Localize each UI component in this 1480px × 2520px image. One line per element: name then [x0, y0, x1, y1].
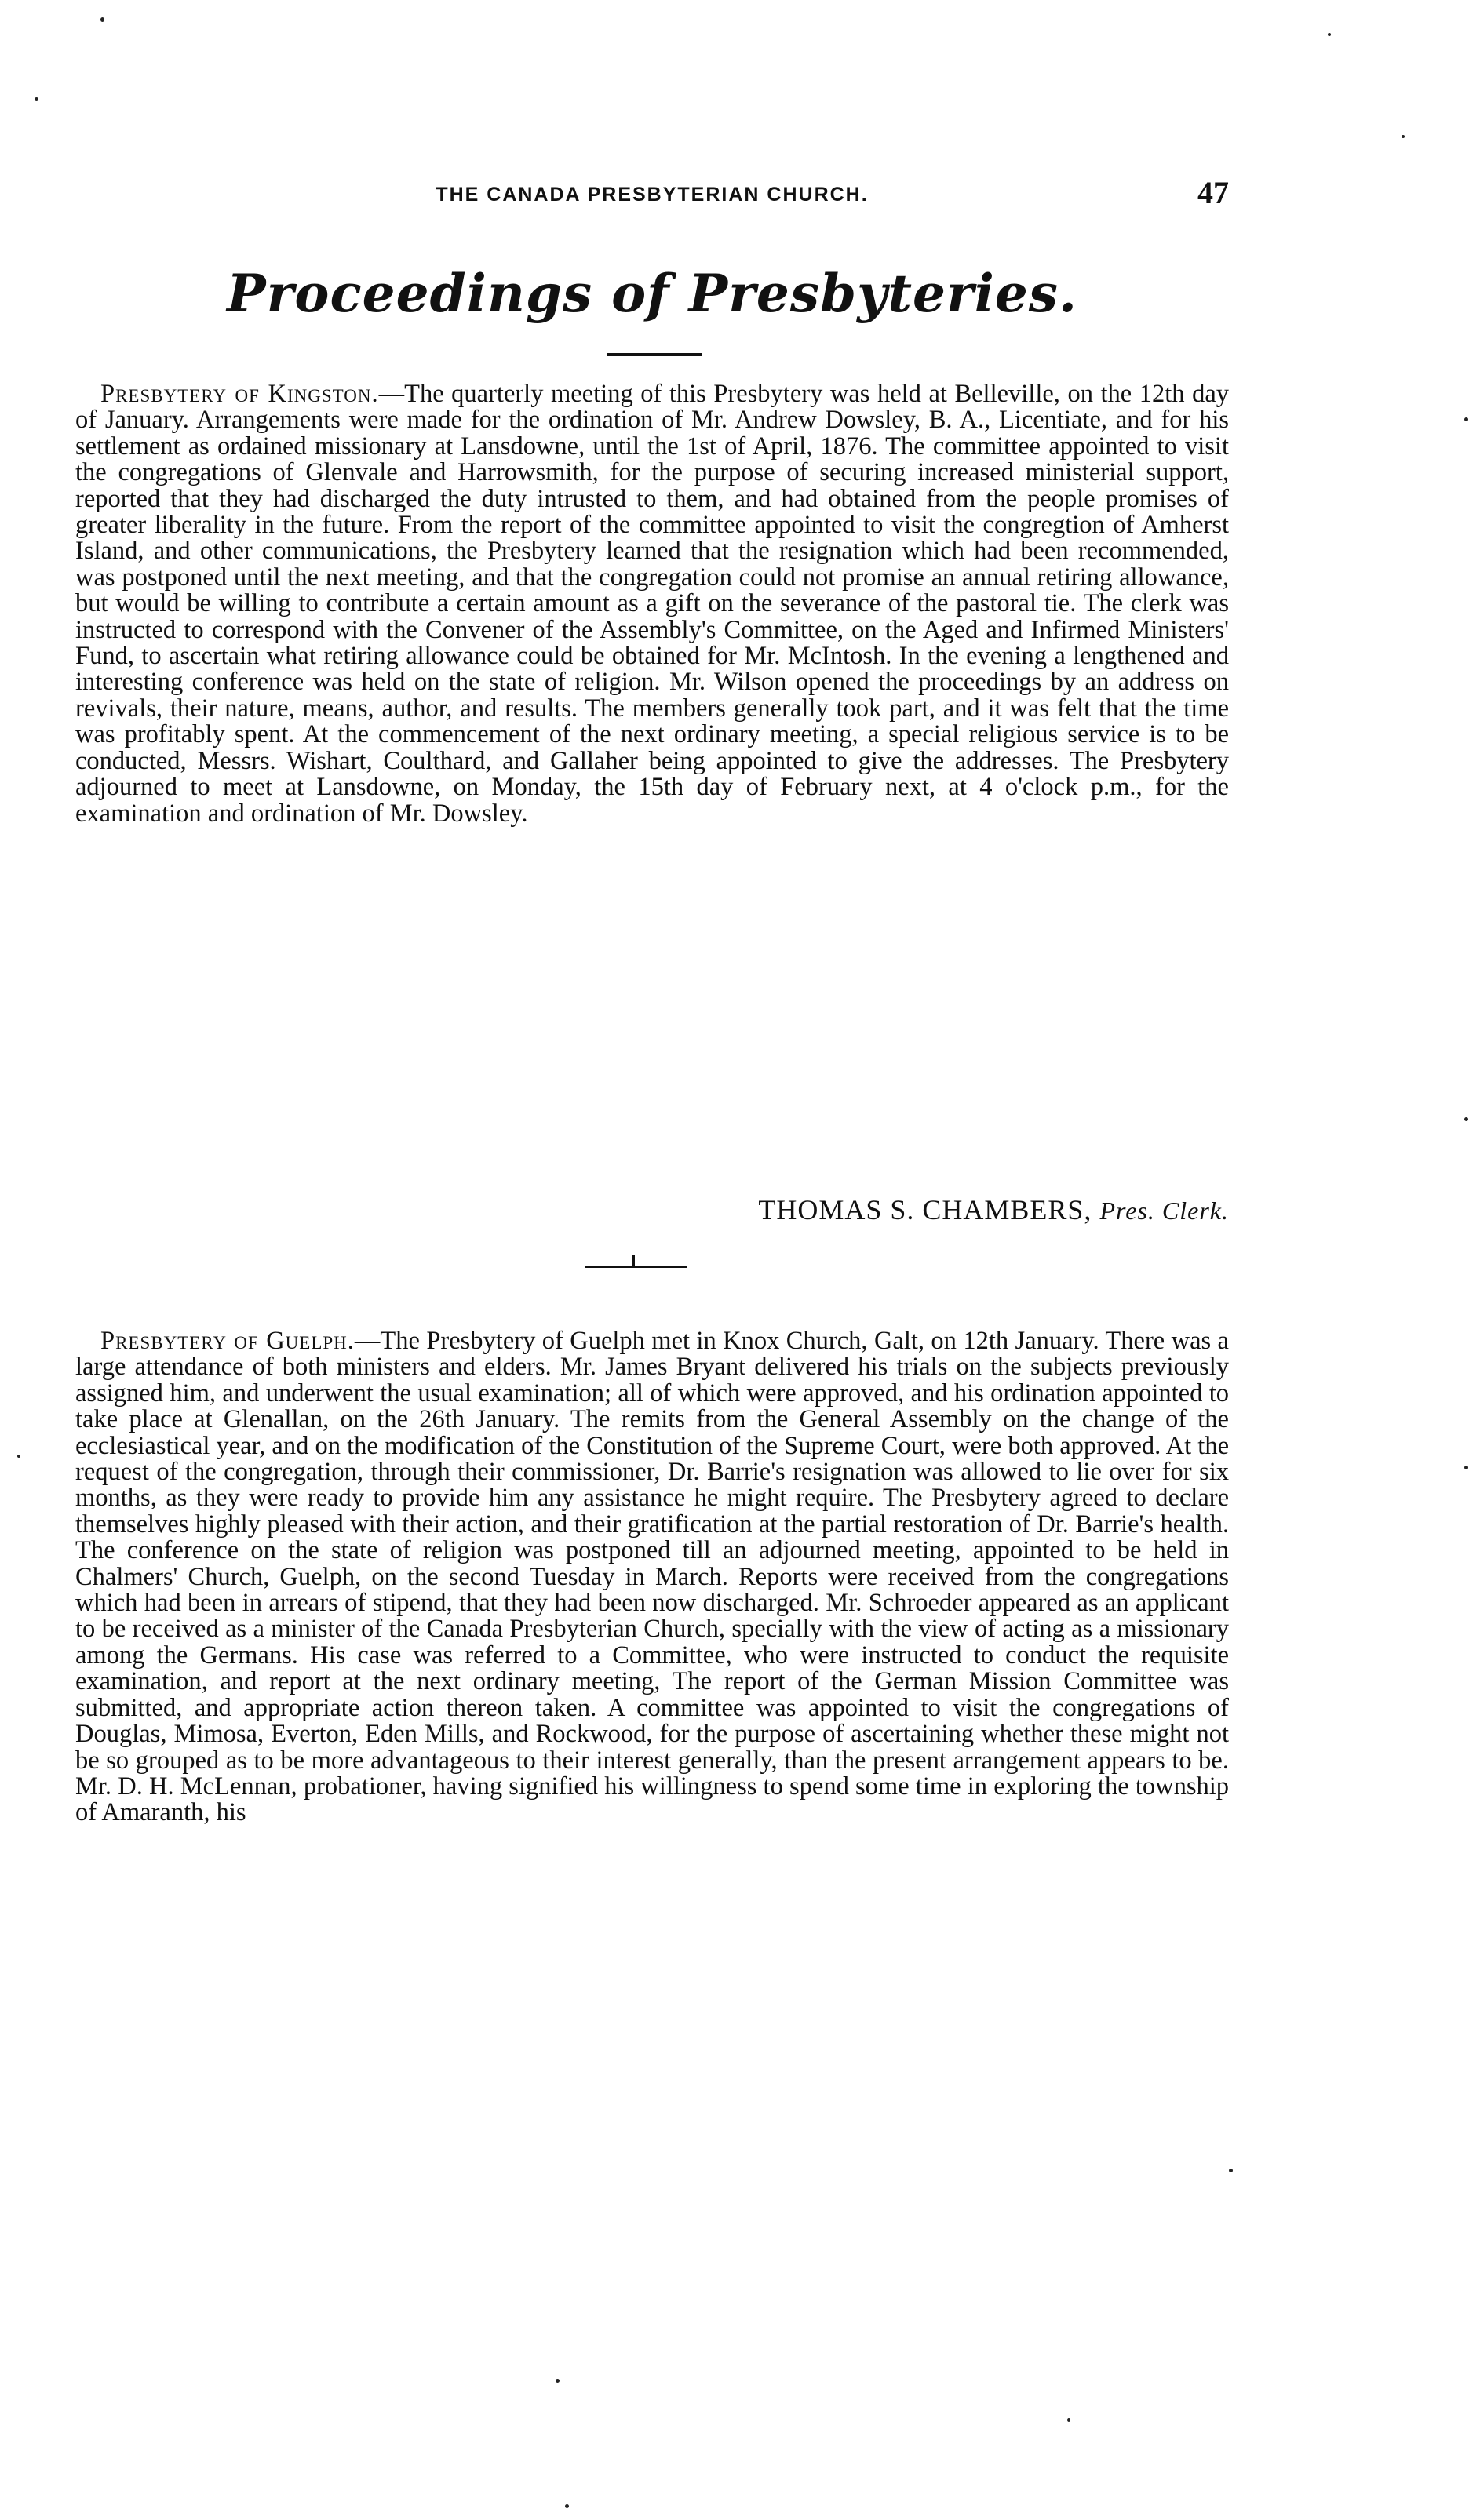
scan-speck: [1402, 135, 1405, 138]
separator-tick: [632, 1255, 635, 1266]
scan-speck: [556, 2379, 560, 2383]
scan-speck: [1464, 1117, 1468, 1121]
title-rule: [607, 353, 702, 356]
running-title: THE CANADA PRESBYTERIAN CHURCH.: [436, 184, 869, 206]
article-lead: Presbytery of Kingston.: [100, 380, 379, 408]
signature-name: THOMAS S. CHAMBERS,: [758, 1194, 1092, 1225]
section-separator: [585, 1251, 687, 1274]
signature-role: Pres. Clerk.: [1099, 1196, 1229, 1225]
scan-speck: [1067, 2418, 1070, 2422]
article-body: —The quarterly meeting of this Presbytery was held at Belleville, on the 12th day of January. Arrangements were made for the ordination of Mr. Andrew Dowsley, B. A., Licentiate, and for his settlement as ordained missionary at Lansdowne, until the 1st of April, 1876. The committee appointed to visit the congregations of Glenvale and Harrowsmith, for the purpose of securing increased ministerial support, reported that they had discharged the duty intrusted to them, and had obtained from the people promises of greater liberality in the future. From the report of the committee appointed to visit the congregtion of Amherst Island, and other communications, the Presbytery learned that the resignation which had been recommended, was postponed until the next meeting, and that the congregation could not promise an annual retiring allowance, but would be willing to contribute a certain amount as a gift on the severance of the pastoral tie. The clerk was instructed to correspond with the Convener of the Assembly's Committee, on the Aged and Infirmed Ministers' Fund, to ascertain what retiring allowance could be obtained for Mr. McIntosh. In the evening a lengthened and interesting conference was held on the state of religion. Mr. Wilson opened the proceedings by an address on revivals, their nature, means, author, and results. The members generally took part, and it was felt that the time was profitably spent. At the commencement of the next ordinary meeting, a special religious service is to be conducted, Messrs. Wishart, Coulthard, and Gallaher being appointed to give the addresses. The Presbytery adjourned to meet at Lansdowne, on Monday, the 15th day of February next, at 4 o'clock p.m., for the examination and ordination of Mr. Dowsley.: [75, 380, 1229, 828]
page-number: 47: [1197, 175, 1229, 210]
scan-speck: [35, 97, 38, 101]
scan-speck: [1328, 33, 1331, 36]
scan-speck: [565, 2504, 569, 2508]
article-guelph: [75, 1328, 1229, 1826]
scan-speck: [1464, 417, 1468, 421]
section-title: Proceedings of Presbyteries.: [227, 263, 1077, 324]
scan-speck: [1229, 2169, 1233, 2172]
article-paragraph: [75, 1328, 1229, 1826]
scan-speck: [100, 17, 104, 22]
article-lead: Presbytery of Guelph.: [100, 1327, 355, 1355]
scan-speck: [17, 1455, 20, 1458]
running-head: [75, 174, 1229, 213]
article-body: —The Presbytery of Guelph met in Knox Church, Galt, on 12th January. There was a large attendance of both ministers and elders. Mr. James Bryant delivered his trials on the subjects previously assigned him, and underwent the usual examination; all of which were approved, and his ordination appointed to take place at Glenallan, on the 26th January. The remits from the General Assembly on the change of the ecclesiastical year, and on the modification of the Constitution of the Supreme Court, were both approved. At the request of the congregation, through their commissioner, Dr. Barrie's resignation was allowed to lie over for six months, as they were ready to provide him any assistance he might require. The Presbytery agreed to declare themselves highly pleased with their action, and their gratification at the partial restoration of Dr. Barrie's health. The conference on the state of religion was postponed till an adjourned meeting, appointed to be held in Chalmers' Church, Guelph, on the second Tuesday in March. Reports were received from the congregations which had been in arrears of stipend, that they had been now discharged. Mr. Schroeder appeared as an applicant to be received as a minister of the Canada Presbyterian Church, specially with the view of acting as a missionary among the Germans. His case was referred to a Committee, who were instructed to conduct the requisite examination, and report at the next ordinary meeting, The report of the German Mission Committee was submitted, and appropriate action thereon taken. A committee was appointed to visit the congregations of Douglas, Mimosa, Everton, Eden Mills, and Rockwood, for the purpose of ascertaining whether these might not be so grouped as to be more advantageous to their interest generally, than the present arrangement appears to be. Mr. D. H. McLennan, probationer, having signified his willingness to spend some time in exploring the township of Amaranth, his: [75, 1327, 1229, 1827]
separator-line: [585, 1266, 687, 1268]
signature: [758, 1193, 1229, 1226]
scan-speck: [1464, 1466, 1468, 1469]
article-kingston: [75, 381, 1229, 827]
article-paragraph: [75, 381, 1229, 827]
